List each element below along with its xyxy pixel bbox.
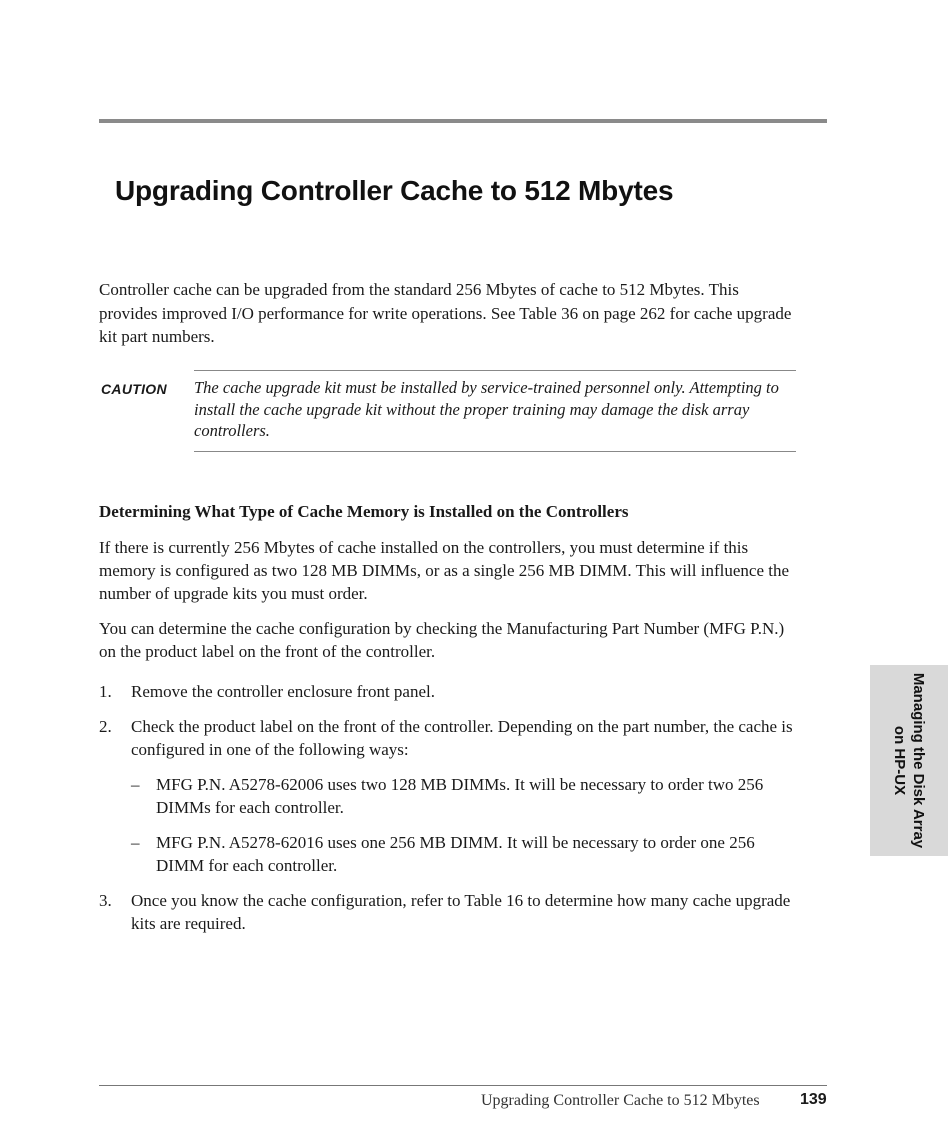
page-number: 139	[800, 1091, 827, 1108]
step-text: Check the product label on the front of the controller. Depending on the part number, the cache is configured in one of the following ways:	[131, 717, 793, 759]
footer-rule	[99, 1085, 827, 1086]
caution-label: CAUTION	[101, 381, 167, 397]
section-heading: Determining What Type of Cache Memory is Installed on the Controllers	[99, 502, 629, 521]
chapter-tab-label	[870, 665, 948, 856]
step-number: 3.	[99, 891, 112, 910]
step-text: Once you know the cache configuration, refer to Table 16 to determine how many cache upgrade kits are required.	[131, 891, 791, 933]
chapter-tab-line-2: on HP-UX	[891, 725, 908, 796]
chapter-tab-line-1: Managing the Disk Array	[910, 672, 927, 849]
intro-paragraph: Controller cache can be upgraded from the standard 256 Mbytes of cache to 512 Mbytes. This provides improved I/O performance for write operations. See Table 36 on page 262 for cache upgrade kit part numbers.	[99, 280, 792, 346]
step-number: 2.	[99, 717, 112, 736]
sub-item-text: MFG P.N. A5278-62016 uses one 256 MB DIMM. It will be necessary to order one 256 DIMM for each controller.	[156, 833, 755, 875]
step-number: 1.	[99, 682, 112, 701]
page-title: Upgrading Controller Cache to 512 Mbytes	[115, 175, 674, 206]
step-text: Remove the controller enclosure front panel.	[131, 682, 435, 701]
chapter-side-tab	[870, 665, 948, 856]
section-paragraph-2: You can determine the cache configuration by checking the Manufacturing Part Number (MFG P.N.) on the product label on the front of the controller.	[99, 619, 785, 661]
section-paragraph-1: If there is currently 256 Mbytes of cache installed on the controllers, you must determine if this memory is configured as two 128 MB DIMMs, or as a single 256 MB DIMM. This will influence the number of upgrade kits you must order.	[99, 538, 790, 603]
sub-item-dash: –	[131, 833, 140, 852]
top-rule	[99, 119, 827, 123]
sub-item-text: MFG P.N. A5278-62006 uses two 128 MB DIMMs. It will be necessary to order two 256 DIMMs for each controller.	[156, 775, 764, 817]
caution-text: The cache upgrade kit must be installed by service-trained personnel only. Attempting to install the cache upgrade kit without the proper training may damage the disk array controllers.	[194, 378, 779, 441]
footer-title: Upgrading Controller Cache to 512 Mbytes	[481, 1092, 760, 1109]
sub-item-dash: –	[131, 775, 140, 794]
